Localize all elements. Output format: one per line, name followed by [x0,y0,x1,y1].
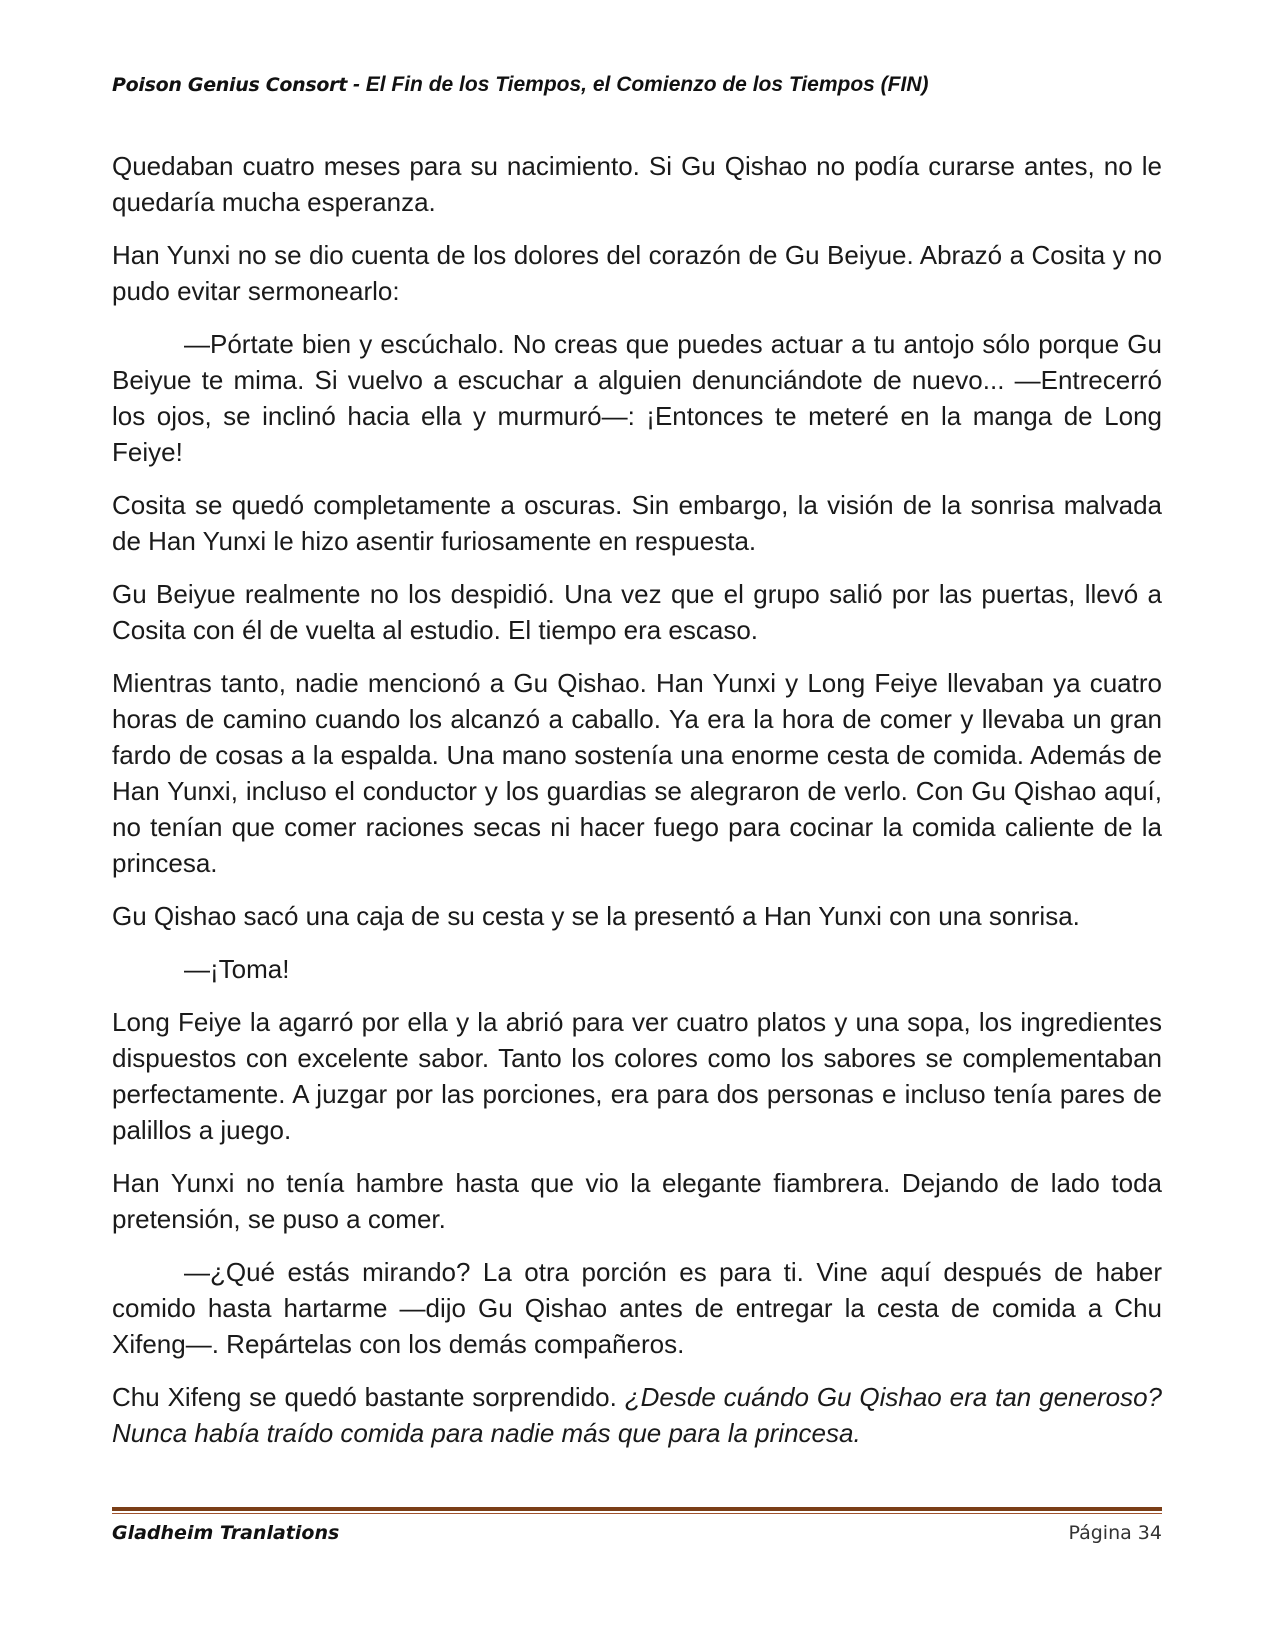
header-separator: - [347,73,366,96]
dialog-paragraph: —¿Qué estás mirando? La otra porción es para ti. Vine aquí después de haber comido hasta hartarme —dijo Gu Qishao antes de entregar la cesta de comida a Chu Xifeng—. Repártelas con los demás compañeros. [112,1257,1162,1359]
paragraph: Han Yunxi no se dio cuenta de los dolores del corazón de Gu Beiyue. Abrazó a Cosita y no pudo evitar sermonearlo: [112,240,1162,306]
page-body [112,148,1162,1468]
dialog-paragraph: —¡Toma! [184,954,290,984]
paragraph: Quedaban cuatro meses para su nacimiento. Si Gu Qishao no podía curarse antes, no le quedaría mucha esperanza. [112,151,1162,217]
page-number: Página 34 [1068,1522,1162,1544]
inner-thought: ¿Desde cuándo Gu Qishao era tan generoso? Nunca había traído comida para nadie más que para la princesa. [112,1382,1162,1448]
publisher-name: Gladheim Tranlations [112,1522,340,1544]
paragraph: Mientras tanto, nadie mencionó a Gu Qishao. Han Yunxi y Long Feiye llevaban ya cuatro horas de camino cuando los alcanzó a caballo. Ya era la hora de comer y llevaba un gran fardo de cosas a la espalda. Una mano sostenía una enorme cesta de comida. Además de Han Yunxi, incluso el conductor y los guardias se alegraron de verlo. Con Gu Qishao aquí, no tenían que comer raciones secas ni hacer fuego para cocinar la comida caliente de la princesa. [112,668,1162,878]
footer-divider-thin [112,1513,1162,1514]
footer-divider-thick [112,1507,1162,1511]
paragraph: Gu Beiyue realmente no los despidió. Una vez que el grupo salió por las puertas, llevó a Cosita con él de vuelta al estudio. El tiempo era escaso. [112,579,1162,645]
paragraph: Cosita se quedó completamente a oscuras. Sin embargo, la visión de la sonrisa malvada de Han Yunxi le hizo asentir furiosamente en respuesta. [112,490,1162,556]
paragraph: Han Yunxi no tenía hambre hasta que vio la elegante fiambrera. Dejando de lado toda pretensión, se puso a comer. [112,1168,1162,1234]
paragraph: Long Feiye la agarró por ella y la abrió para ver cuatro platos y una sopa, los ingredientes dispuestos con excelente sabor. Tanto los colores como los sabores se complementaban perfectamente. A juzgar por las porciones, era para dos personas e incluso tenía pares de palillos a juego. [112,1007,1162,1145]
chapter-title: El Fin de los Tiempos, el Comienzo de los Tiempos (FIN) [365,73,929,96]
paragraph-lead: Chu Xifeng se quedó bastante sorprendido. [112,1382,617,1412]
book-title: Poison Genius Consort [112,74,348,96]
paragraph-with-thought [112,1379,1162,1451]
page-header [112,73,1172,97]
dialog-paragraph: —Pórtate bien y escúchalo. No creas que puedes actuar a tu antojo sólo porque Gu Beiyue te mima. Si vuelvo a escuchar a alguien denunciándote de nuevo... —Entrecerró los ojos, se inclinó hacia ella y murmuró—: ¡Entonces te meteré en la manga de Long Feiye! [112,329,1162,467]
footer-divider [112,1507,1162,1514]
paragraph: Gu Qishao sacó una caja de su cesta y se la presentó a Han Yunxi con una sonrisa. [112,901,1080,931]
